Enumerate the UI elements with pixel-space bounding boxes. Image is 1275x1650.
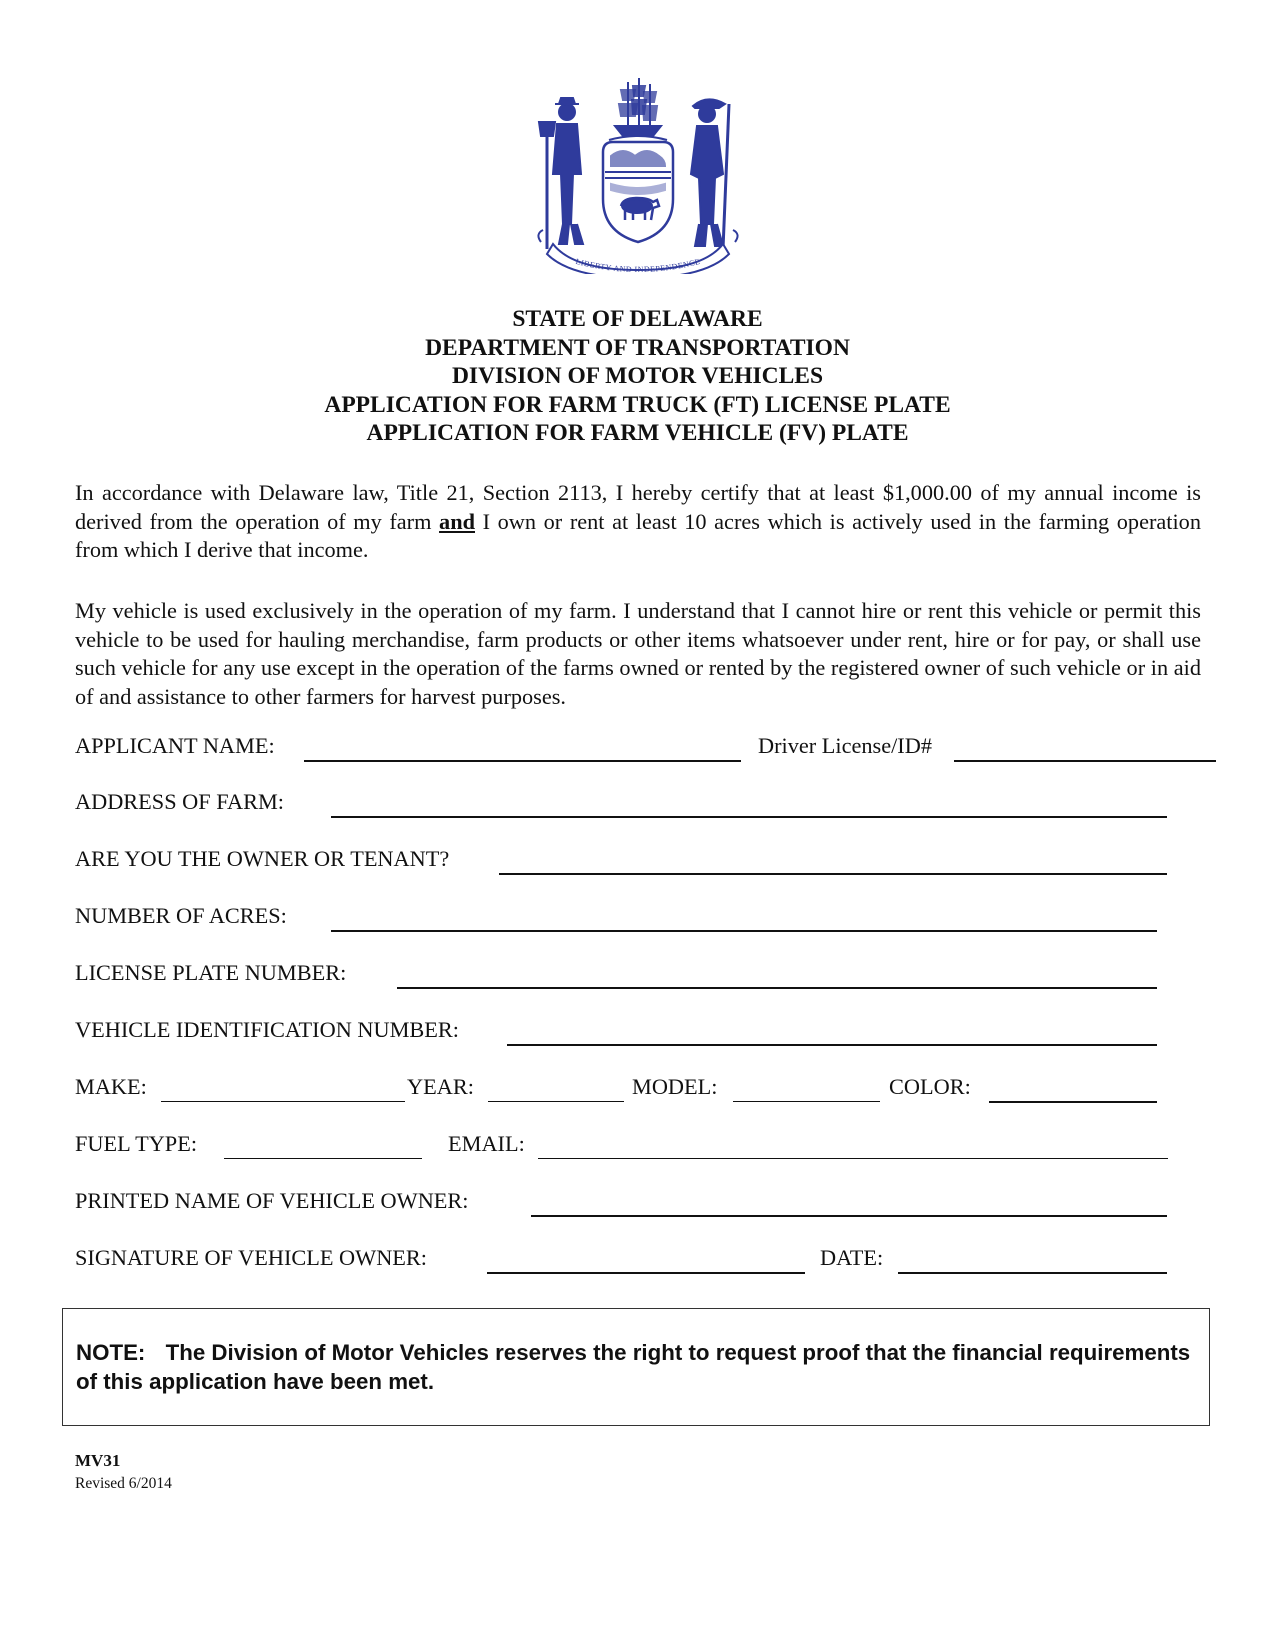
vehicle-details-row: [75, 1074, 1215, 1108]
heading-division: DIVISION OF MOTOR VEHICLES: [451, 363, 824, 389]
fuel-type-label: FUEL TYPE:: [75, 1131, 198, 1156]
driver-license-label: Driver License/ID#: [758, 733, 932, 758]
acres-row: [75, 903, 1215, 937]
fuel-email-row: [75, 1131, 1215, 1165]
vin-row: [75, 1017, 1215, 1051]
certification-paragraph: In accordance with Delaware law, Title 21, Section 2113, I hereby certify that at least $1,000.00 of my annual income is derived from the operation of my farm and I own or rent at least 10 acres which is actively used in the farming operation from which I derive that income.: [75, 480, 1201, 562]
owner-tenant-row: [75, 846, 1215, 880]
owner-tenant-field[interactable]: [499, 873, 1167, 875]
email-label: EMAIL:: [448, 1131, 525, 1156]
make-field[interactable]: [161, 1101, 405, 1102]
revision-date: Revised 6/2014: [75, 1475, 172, 1492]
farm-address-field[interactable]: [331, 816, 1167, 818]
vin-label: VEHICLE IDENTIFICATION NUMBER:: [75, 1017, 459, 1042]
heading-state: STATE OF DELAWARE: [512, 306, 763, 332]
signature-field[interactable]: [487, 1272, 805, 1274]
date-label: DATE:: [820, 1245, 884, 1270]
acres-label: NUMBER OF ACRES:: [75, 903, 287, 928]
farm-address-label: ADDRESS OF FARM:: [75, 789, 284, 814]
fuel-type-field[interactable]: [224, 1158, 422, 1159]
applicant-row: [75, 733, 1215, 767]
delaware-state-seal: [533, 74, 743, 274]
email-field[interactable]: [538, 1158, 1168, 1159]
vin-field[interactable]: [507, 1044, 1157, 1046]
date-field[interactable]: [898, 1272, 1167, 1274]
rifleman-figure-icon: [691, 99, 729, 249]
printed-name-label: PRINTED NAME OF VEHICLE OWNER:: [75, 1188, 469, 1213]
year-field[interactable]: [488, 1101, 624, 1102]
plate-number-field[interactable]: [397, 987, 1157, 989]
emphasis-and: and: [439, 508, 475, 534]
heading-ft-application: APPLICATION FOR FARM TRUCK (FT) LICENSE PLATE: [324, 391, 951, 418]
model-field[interactable]: [733, 1101, 880, 1102]
svg-text:LIBERTY AND INDEPENDENCE: LIBERTY AND INDEPENDENCE: [574, 256, 702, 274]
year-label: YEAR:: [407, 1074, 474, 1099]
plate-number-row: [75, 960, 1215, 994]
printed-name-row: [75, 1188, 1215, 1222]
signature-label: SIGNATURE OF VEHICLE OWNER:: [75, 1245, 427, 1270]
usage-statement: My vehicle is used exclusively in the operation of my farm. I understand that I cannot hire or rent this vehicle or permit this vehicle to be used for hauling merchandise, farm products or other items whatsoever under rent, hire or for pay, or shall use such vehicle for any use except in the operation of the farms owned or rented by the registered owner of such vehicle or in aid of and assistance to other farmers for harvest purposes.: [75, 598, 1201, 709]
color-field[interactable]: [989, 1101, 1157, 1103]
note-box: [62, 1308, 1210, 1426]
signature-row: [75, 1245, 1215, 1279]
applicant-name-label: APPLICANT NAME:: [75, 733, 275, 758]
heading-department: DEPARTMENT OF TRANSPORTATION: [425, 334, 850, 361]
driver-license-field[interactable]: [954, 760, 1216, 762]
heading-fv-application: APPLICATION FOR FARM VEHICLE (FV) PLATE: [366, 420, 909, 446]
plate-number-label: LICENSE PLATE NUMBER:: [75, 960, 347, 985]
ox-icon: [621, 198, 659, 220]
make-label: MAKE:: [75, 1074, 147, 1099]
note-text: The Division of Motor Vehicles reserves the right to request proof that the financial requirements of this application have been met.: [76, 1340, 1191, 1394]
printed-name-field[interactable]: [531, 1215, 1167, 1217]
farm-address-row: [75, 789, 1215, 823]
model-label: MODEL:: [632, 1074, 718, 1099]
farmer-figure-icon: [539, 98, 583, 249]
form-number: MV31: [75, 1451, 121, 1470]
note-label: NOTE:: [76, 1340, 146, 1365]
acres-field[interactable]: [331, 930, 1157, 932]
color-label: COLOR:: [889, 1074, 971, 1099]
owner-tenant-label: ARE YOU THE OWNER OR TENANT?: [75, 846, 450, 871]
applicant-name-field[interactable]: [304, 760, 741, 762]
ship-crest-icon: [609, 78, 667, 140]
document-heading: [0, 305, 1275, 448]
